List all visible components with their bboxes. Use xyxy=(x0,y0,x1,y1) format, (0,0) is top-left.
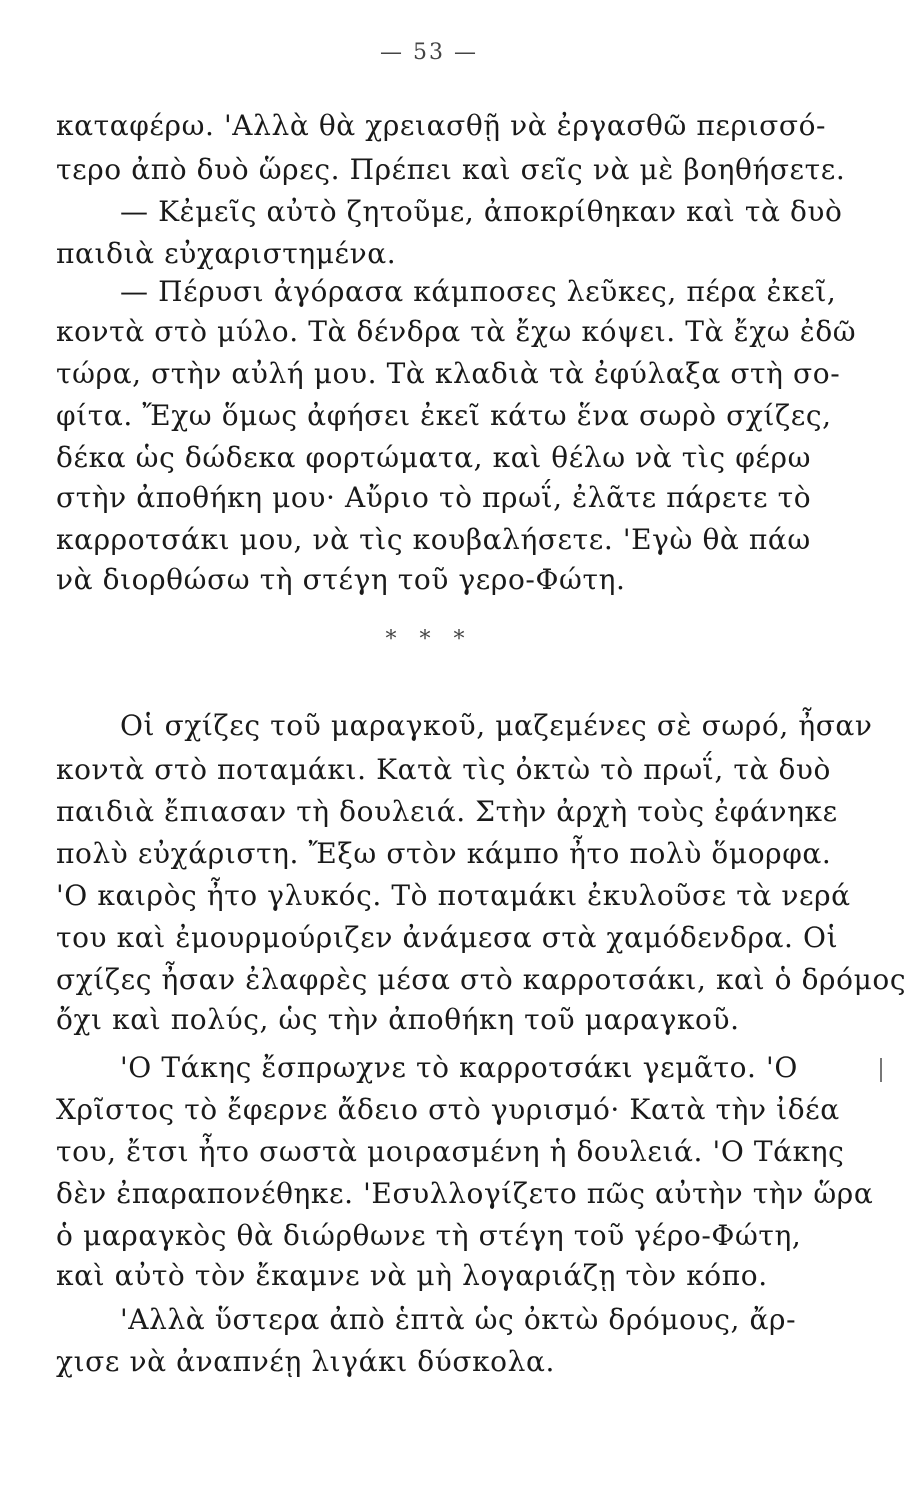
text-line: δὲν ἐπαραπονέθηκε. 'Εσυλλογίζετο πῶς αὐτὴν τὴν ὥρα xyxy=(56,1177,874,1210)
text-line: — Πέρυσι ἀγόρασα κάμποσες λεῦκες, πέρα ἐκεῖ, xyxy=(120,275,837,308)
text-line: τερο ἀπὸ δυὸ ὥρες. Πρέπει καὶ σεῖς νὰ μὲ βοηθήσετε. xyxy=(56,153,846,186)
text-line: του καὶ ἐμουρμούριζεν ἀνάμεσα στὰ χαμόδενδρα. Οἱ xyxy=(56,921,839,954)
text-line: του, ἔτσι ἦτο σωστὰ μοιρασμένη ἡ δουλειά. 'Ο Τάκης xyxy=(56,1135,845,1168)
section-separator: * * * xyxy=(385,627,473,652)
text-line: ὁ μαραγκὸς θὰ διώρθωνε τὴ στέγη τοῦ γέρο-Φώτη, xyxy=(56,1219,802,1252)
text-line: σχίζες ἦσαν ἐλαφρὲς μέσα στὸ καρροτσάκι, καὶ ὁ δρόμος xyxy=(56,963,907,996)
text-line: — Κἐμεῖς αὐτὸ ζητοῦμε, ἀποκρίθηκαν καὶ τὰ δυὸ xyxy=(120,195,843,228)
text-line: ὄχι καὶ πολύς, ὡς τὴν ἀποθήκη τοῦ μαραγκοῦ. xyxy=(56,1003,740,1036)
text-line: 'Ο Τάκης ἔσπρωχνε τὸ καρροτσάκι γεμᾶτο. 'Ο xyxy=(120,1051,798,1084)
text-line: 'Ο καιρὸς ἦτο γλυκός. Τὸ ποταμάκι ἐκυλοῦσε τὰ νερά xyxy=(56,879,851,912)
text-line: νὰ διορθώσω τὴ στέγη τοῦ γερο-Φώτη. xyxy=(56,563,626,596)
text-line: Χρῖστος τὸ ἔφερνε ἄδειο στὸ γυρισμό· Κατὰ τὴν ἰδέα xyxy=(56,1093,840,1126)
text-line: τώρα, στὴν αὐλή μου. Τὰ κλαδιὰ τὰ ἐφύλαξα στὴ σο- xyxy=(56,357,841,390)
text-line: κοντὰ στὸ μύλο. Τὰ δένδρα τὰ ἔχω κόψει. Τὰ ἔχω ἐδῶ xyxy=(56,315,857,348)
page-number: — 53 — xyxy=(380,40,478,65)
text-line: καρροτσάκι μου, νὰ τὶς κουβαλήσετε. 'Εγὼ θὰ πάω xyxy=(56,523,811,556)
text-line: φίτα. Ἔχω ὅμως ἀφήσει ἐκεῖ κάτω ἕνα σωρὸ σχίζες, xyxy=(56,399,832,432)
text-line: κοντὰ στὸ ποταμάκι. Κατὰ τὶς ὀκτὼ τὸ πρωΐ, τὰ δυὸ xyxy=(56,753,831,786)
text-line: παιδιὰ εὐχαριστημένα. xyxy=(56,237,397,270)
text-line: πολὺ εὐχάριστη. Ἔξω στὸν κάμπο ἦτο πολὺ ὅμορφα. xyxy=(56,837,832,870)
text-line: δέκα ὡς δώδεκα φορτώματα, καὶ θέλω νὰ τὶς φέρω xyxy=(56,441,812,474)
text-line: Οἱ σχίζες τοῦ μαραγκοῦ, μαζεμένες σὲ σωρό, ἦσαν xyxy=(120,709,873,742)
text-line: παιδιὰ ἔπιασαν τὴ δουλειά. Στὴν ἀρχὴ τοὺς ἐφάνηκε xyxy=(56,795,838,828)
text-line: στὴν ἀποθήκη μου· Αὔριο τὸ πρωΐ, ἐλᾶτε πάρετε τὸ xyxy=(56,481,812,514)
text-line: καταφέρω. 'Αλλὰ θὰ χρειασθῇ νὰ ἐργασθῶ περισσό- xyxy=(56,109,827,142)
text-line: 'Αλλὰ ὕστερα ἀπὸ ἑπτὰ ὡς ὀκτὼ δρόμους, ἄρ- xyxy=(120,1303,797,1336)
text-line: χισε νὰ ἀναπνέῃ λιγάκι δύσκολα. xyxy=(56,1345,555,1378)
text-line: καὶ αὐτὸ τὸν ἔκαμνε νὰ μὴ λογαριάζῃ τὸν κόπο. xyxy=(56,1259,768,1292)
margin-mark xyxy=(880,1058,882,1082)
